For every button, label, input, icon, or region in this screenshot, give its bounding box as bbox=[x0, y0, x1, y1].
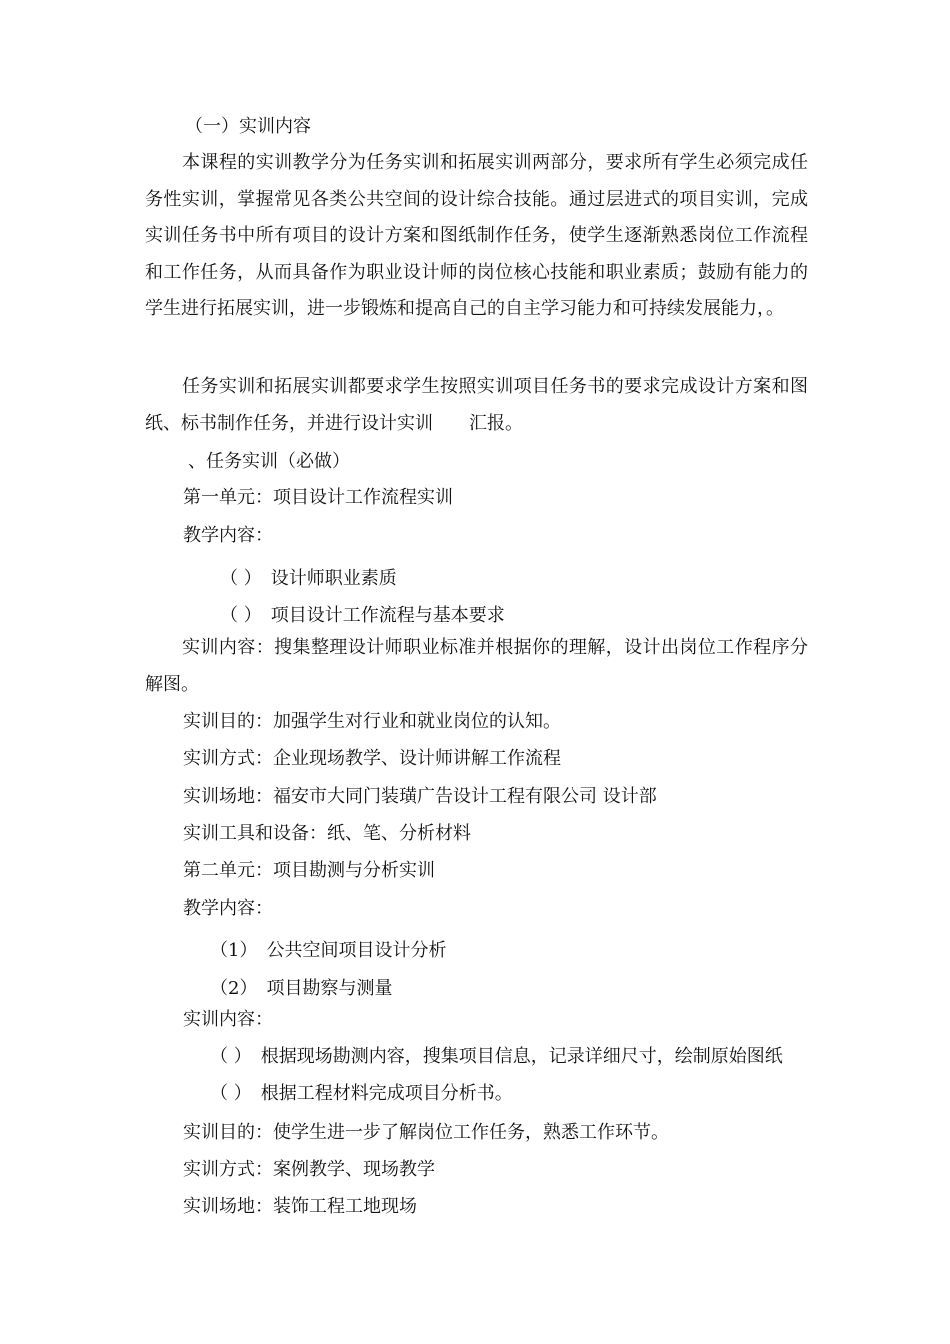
unit1-method: 实训方式：企业现场教学、设计师讲解工作流程 bbox=[183, 748, 561, 769]
intro-paragraph: 本课程的实训教学分为任务实训和拓展实训两部分，要求所有学生必须完成任务性实训，掌握常见各类公共空间的设计综合技能。通过层进式的项目实训，完成实训任务书中所有项目的设计方案和图纸制作任务，使学生逐渐熟悉岗位工作流程和工作任务，从而具备作为职业设计师的岗位核心技能和职业素质；鼓励有能力的学生进行拓展实训，进一步锻炼和提高自己的自主学习能力和可持续发展能力，。 bbox=[145, 152, 808, 319]
unit1-site: 实训场地：福安市大同门装璜广告设计工程有限公司 设计部 bbox=[183, 786, 657, 807]
unit2-content-item: （ ） 根据现场勘测内容，搜集项目信息，记录详细尺寸，绘制原始图纸 bbox=[210, 1046, 783, 1067]
section-heading: （一）实训内容 bbox=[185, 116, 311, 137]
unit2-teaching-label: 教学内容： bbox=[183, 898, 273, 919]
unit2-content-label: 实训内容： bbox=[183, 1009, 273, 1030]
unit1-item: （ ） 设计师职业素质 bbox=[220, 568, 397, 589]
task-heading: 、任务实训（必做） bbox=[188, 451, 350, 472]
unit2-item: （2） 项目勘察与测量 bbox=[210, 978, 393, 999]
unit2-item: （1） 公共空间项目设计分析 bbox=[210, 940, 447, 961]
unit1-item: （ ） 项目设计工作流程与基本要求 bbox=[220, 605, 505, 626]
unit1-goal: 实训目的：加强学生对行业和就业岗位的认知。 bbox=[183, 711, 561, 732]
unit1-content: 实训内容：搜集整理设计师职业标准并根据你的理解，设计出岗位工作程序分解图。 bbox=[145, 637, 808, 695]
unit2-content-item: （ ） 根据工程材料完成项目分析书。 bbox=[210, 1083, 513, 1104]
unit2-title: 第二单元：项目勘测与分析实训 bbox=[183, 860, 435, 881]
unit1-title: 第一单元：项目设计工作流程实训 bbox=[183, 487, 453, 508]
unit2-goal: 实训目的：使学生进一步了解岗位工作任务，熟悉工作环节。 bbox=[183, 1122, 669, 1143]
unit1-tools: 实训工具和设备：纸、笔、分析材料 bbox=[183, 823, 471, 844]
unit2-method: 实训方式：案例教学、现场教学 bbox=[183, 1159, 435, 1180]
report-paragraph: 任务实训和拓展实训都要求学生按照实训项目任务书的要求完成设计方案和图纸、标书制作任务，并进行设计实训 汇报。 bbox=[145, 376, 808, 434]
unit2-site: 实训场地：装饰工程工地现场 bbox=[183, 1196, 417, 1217]
unit1-teaching-label: 教学内容： bbox=[183, 525, 273, 546]
